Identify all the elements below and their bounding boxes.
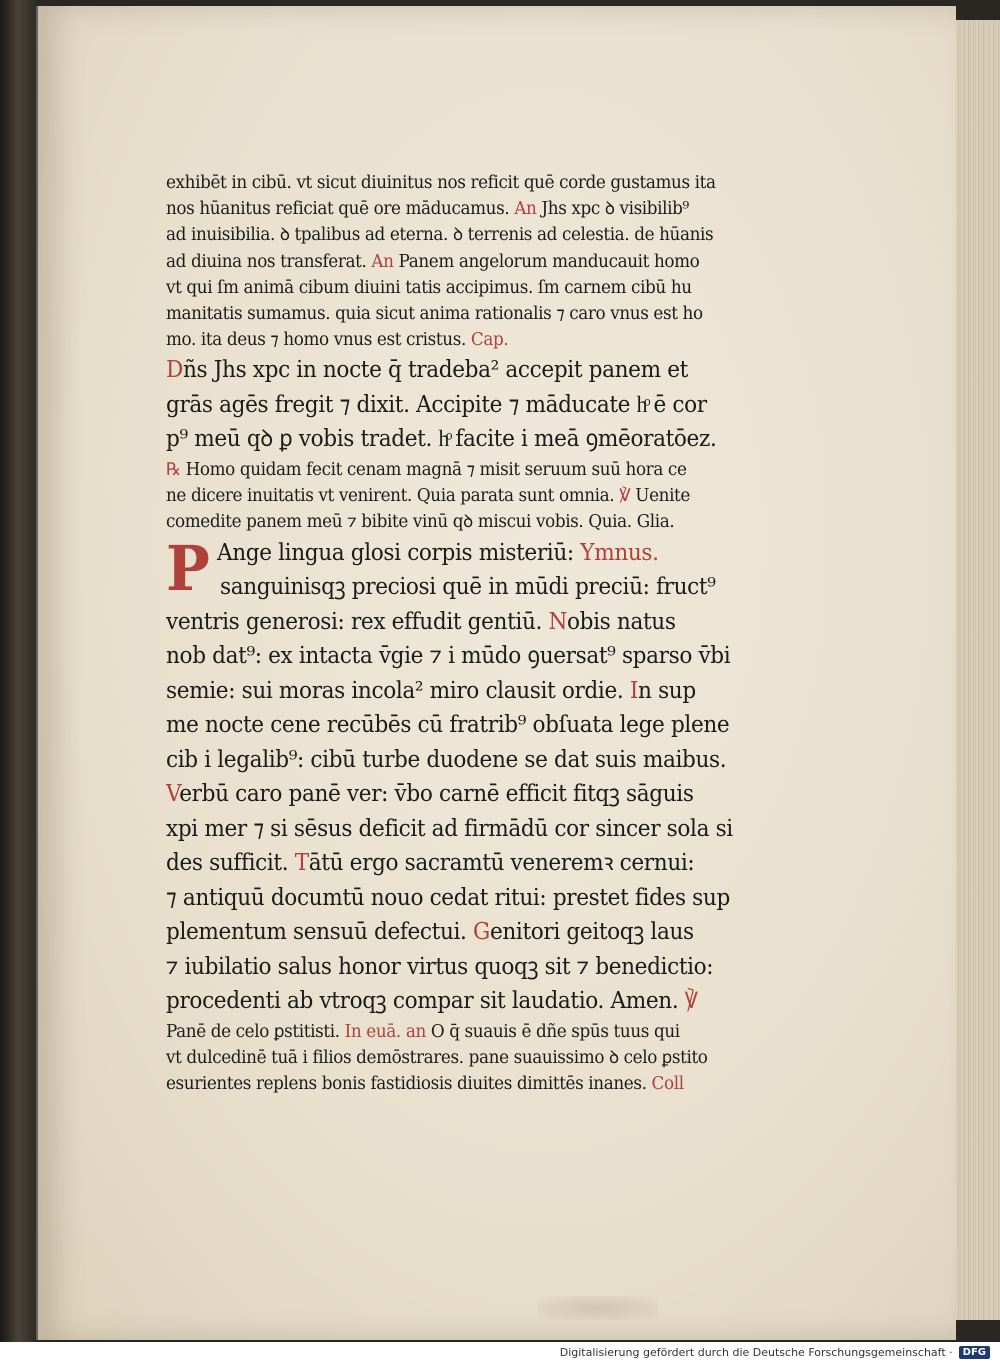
line-text: ātū ergo sacramtū veneremꝛ cernui: (308, 850, 695, 877)
footer-bar (0, 1342, 1000, 1362)
line-text: Jhs xpc ꝺ visibilib⁹ (536, 199, 689, 220)
line-text: comedite panem meū ⁊ bibite vinū qꝺ miscui vobis. Quia. Glia. (166, 512, 675, 533)
text-line (166, 605, 777, 640)
line-text: grās agēs fregit ⁊ dixit. Accipite ⁊ māducate hͦ ē cor (166, 391, 707, 418)
text-line (166, 170, 790, 196)
text-line (166, 674, 777, 709)
line-text: enitori geitoqꝫ laus (489, 919, 694, 946)
text-line (166, 457, 790, 483)
text-line (166, 353, 777, 388)
text-block (166, 170, 816, 1097)
dfg-logo: DFG (959, 1346, 990, 1359)
text-line (166, 881, 777, 916)
line-text: esurientes replens bonis fastidiosis diuites dimittēs inanes. (166, 1073, 652, 1094)
text-line (166, 327, 790, 353)
decorated-initial: P (166, 531, 210, 605)
text-line (166, 812, 777, 847)
text-line (166, 743, 777, 778)
line-text: vt dulcedinē tuā i filios demōstrares. pane suauissimo ꝺ celo ꝑstito (166, 1047, 708, 1068)
text-line (166, 915, 777, 950)
text-line (166, 222, 790, 248)
rubric-text: Ymnus. (580, 539, 659, 566)
text-line (166, 483, 790, 509)
rubric-text: ℣ (619, 486, 631, 507)
rubric-text: G (473, 919, 490, 946)
line-text: ⁊ antiquū documtū nouo cedat ritui: prestet fides sup (166, 884, 730, 911)
funding-notice: Digitalisierung gefördert durch die Deutsche Forschungsgemeinschaft · (559, 1345, 953, 1359)
rubric-text: I (629, 677, 639, 704)
line-text: ad diuina nos transferat. (166, 251, 372, 272)
text-line (166, 1019, 790, 1045)
line-text: vt qui ſm animā cibum diuini tatis accipimus. ſm carnem cibū hu (166, 277, 692, 298)
text-line (166, 846, 777, 881)
manuscript-page (36, 6, 956, 1340)
line-text: erbū caro panē ver: v̄bo carnē efficit fitqꝫ sāguis (179, 781, 694, 808)
rubric-text: An (371, 251, 394, 272)
line-text: O q̄ suauis ē dñe spūs tuus qui (425, 1021, 680, 1042)
text-line (166, 777, 777, 812)
text-line (220, 570, 780, 605)
line-text: procedenti ab vtroqꝫ compar sit laudatio. Amen. (166, 988, 685, 1015)
line-text: obis natus (567, 608, 676, 635)
line-text: ñs Jhs xpc in nocte q̄ tradeba² accepit panem et (182, 357, 688, 384)
rubric-text: D (166, 357, 183, 384)
rubric-text: Cap. (470, 330, 509, 351)
rubric-text: An (514, 199, 537, 220)
line-text: nob dat⁹: ex intacta v̄gie ⁊ i mūdo ꝯuersat⁹ sparso v̄bi (166, 643, 731, 670)
text-line (166, 639, 777, 674)
text-line (166, 1071, 790, 1097)
line-text: Panē de celo ꝑstitisti. (166, 1021, 345, 1042)
text-line (166, 275, 790, 301)
line-text: nos hūanitus reficiat quē ore māducamus. (166, 199, 515, 220)
line-text: mo. ita deus ⁊ homo vnus est cristus. (166, 330, 471, 351)
page-stain (538, 1296, 658, 1320)
text-line (166, 196, 790, 222)
line-text: ad inuisibilia. ꝺ tpalibus ad eterna. ꝺ terrenis ad celestia. de hūanis (166, 225, 714, 246)
text-line (166, 422, 777, 457)
line-text: Uenite (630, 486, 690, 507)
text-line (166, 301, 790, 327)
line-text: cib i legalib⁹: cibū turbe duodene se dat suis maibus. (166, 746, 727, 773)
line-text: Panem angelorum manducauit homo (393, 251, 700, 272)
line-text: plementum sensuū defectui. (166, 919, 474, 946)
line-text: semie: sui moras incola² miro clausit ordie. (166, 677, 630, 704)
rubric-text: Coll (651, 1073, 684, 1094)
line-text: ⁊ iubilatio salus honor virtus quoqꝫ sit ⁊ benedictio: (166, 953, 714, 980)
line-text: Homo quidam fecit cenam magnā ⁊ misit seruum suū hora ce (180, 459, 687, 480)
line-text: ventris generosi: rex effudit gentiū. (166, 608, 549, 635)
line-text: des sufficit. (166, 850, 295, 877)
line-text: sanguinisqꝫ preciosi quē in mūdi preciū: fruct⁹ (220, 574, 716, 601)
rubric-text: In euā. an (344, 1021, 426, 1042)
line-text: me nocte cene recūbēs cū fratrib⁹ obſuata lege plene (166, 712, 730, 739)
line-text: ne dicere inuitatis vt venirent. Quia parata sunt omnia. (166, 486, 620, 507)
rubric-text: ℣ (684, 988, 698, 1015)
text-line (166, 984, 777, 1019)
left-page-edge (0, 0, 40, 1342)
rubric-text: V (166, 781, 180, 808)
line-text: manitatis sumamus. quia sicut anima rationalis ⁊ caro vnus est ho (166, 304, 703, 325)
rubric-text: T (294, 850, 309, 877)
rubric-text: N (548, 608, 568, 635)
text-line (166, 388, 777, 423)
text-line (166, 708, 777, 743)
text-line (166, 950, 777, 985)
text-line (166, 1045, 790, 1071)
line-text: xpi mer ⁊ si sēsus deficit ad firmādū cor sincer sola si (166, 815, 733, 842)
line-text: Ange lingua glosi corpis misteriū: (216, 539, 581, 566)
line-text: exhibēt in cibū. vt sicut diuinitus nos reficit quē corde gustamus ita (166, 173, 716, 193)
text-line (166, 509, 790, 535)
rubric-text: ℞ (166, 459, 181, 480)
text-line (166, 249, 790, 275)
line-text: p⁹ meū qꝺ ꝑ vobis tradet. hͦ facite i meā ꝯmēoratōez. (166, 426, 717, 453)
line-text: n sup (638, 677, 696, 704)
